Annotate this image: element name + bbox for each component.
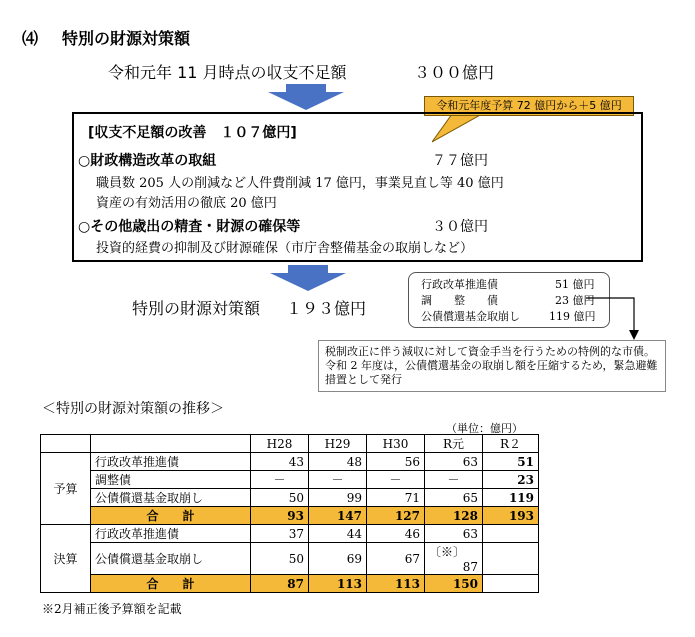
bond-value: 51 億円: [555, 278, 595, 291]
total-label: 合 計: [91, 507, 251, 525]
table-cell: －: [309, 471, 367, 489]
total-label: 合 計: [91, 575, 251, 593]
table-cell: 113: [309, 575, 367, 593]
table-cell: 193: [483, 507, 539, 525]
table-cell: 127: [367, 507, 425, 525]
table-cell: 63: [425, 453, 483, 471]
row-label: 公債償還基金取崩し: [91, 543, 251, 575]
section-number: ⑷: [22, 29, 39, 48]
improve-header: [収支不足額の改善 １０７億円]: [88, 125, 297, 141]
table-cell: 99: [309, 489, 367, 507]
table-cell: 50: [251, 489, 309, 507]
bond-breakdown-box: [408, 272, 610, 328]
shortfall-label: 令和元年 11 月時点の収支不足額: [108, 63, 347, 82]
improvement-box: [72, 112, 643, 262]
table-cell: 71: [367, 489, 425, 507]
table-row: [41, 525, 539, 543]
table-cell: 37: [251, 525, 309, 543]
table-cell: 63: [425, 525, 483, 543]
improve-item2-title: ○その他歳出の精査・財源の確保等: [78, 219, 301, 235]
special-value: １９３億円: [286, 299, 367, 318]
improve-item1-detail2: 資産の有効活用の徹底 20 億円: [96, 196, 277, 211]
callout-label: 令和元年度予算 72 億円から＋5 億円: [424, 96, 634, 116]
cell-value: 87: [462, 560, 478, 574]
bond-name: 行政改革推進債: [421, 278, 498, 291]
table-cell: [483, 575, 539, 593]
table-cell: －: [251, 471, 309, 489]
column-header: R元: [425, 435, 483, 453]
improve-item2-value: ３０億円: [432, 219, 488, 235]
table-cell: [425, 543, 483, 575]
column-header: H30: [367, 435, 425, 453]
table-cell: 46: [367, 525, 425, 543]
table-cell: 48: [309, 453, 367, 471]
table-cell: 65: [425, 489, 483, 507]
table-row: [41, 471, 539, 489]
bond-value: 23 億円: [555, 294, 595, 307]
column-header: H28: [251, 435, 309, 453]
table-cell: 56: [367, 453, 425, 471]
table-cell: 128: [425, 507, 483, 525]
footnote-mark: 〔※〕: [429, 545, 466, 559]
table-footnote: ※2月補正後予算額を記載: [42, 602, 182, 616]
table-cell: 50: [251, 543, 309, 575]
table-row: [41, 543, 539, 575]
improve-item1-detail1: 職員数 205 人の削減など人件費削減 17 億円，事業見直し等 40 億円: [96, 176, 504, 191]
table-cell: 147: [309, 507, 367, 525]
down-arrow-icon: [268, 84, 344, 110]
table-cell: 113: [367, 575, 425, 593]
connector-arrow-icon: [586, 290, 646, 342]
table-cell: －: [367, 471, 425, 489]
column-header: R２: [483, 435, 539, 453]
table-cell: 67: [367, 543, 425, 575]
row-label: 行政改革推進債: [91, 525, 251, 543]
table-header-row: [41, 435, 539, 453]
bond-name: 公債償還基金取崩し: [421, 310, 520, 323]
note-box: 税制改正に伴う減収に対して資金手当を行うための特例的な市債。令和 2 年度は，公債償還基金の取崩し額を圧縮するため，緊急避難措置として発行: [318, 340, 666, 392]
table-row: [41, 453, 539, 471]
row-label: 公債償還基金取崩し: [91, 489, 251, 507]
table-cell: 87: [251, 575, 309, 593]
table-cell: [483, 525, 539, 543]
budget-group-label: 予算: [41, 453, 91, 525]
table-cell: 51: [483, 453, 539, 471]
table-cell: 23: [483, 471, 539, 489]
improve-item1-value: ７７億円: [432, 153, 488, 169]
improve-item2-detail: 投資的経費の抑制及び財源確保（市庁舎整備基金の取崩しなど）: [96, 241, 474, 256]
column-header: H29: [309, 435, 367, 453]
unit-label: （単位：億円）: [446, 422, 523, 435]
settlement-group-label: 決算: [41, 525, 91, 593]
table-cell: [483, 543, 539, 575]
trend-table: [40, 434, 539, 593]
table-total-row: [41, 507, 539, 525]
row-label: 調整債: [91, 471, 251, 489]
down-arrow-icon: [270, 265, 346, 291]
table-cell: 150: [425, 575, 483, 593]
improve-item1-title: ○財政構造改革の取組: [78, 153, 217, 169]
bond-name: 調 整 債: [421, 294, 498, 307]
table-row: [41, 489, 539, 507]
table-cell: －: [425, 471, 483, 489]
table-cell: 69: [309, 543, 367, 575]
bond-value: 119 億円: [549, 310, 596, 323]
table-total-row: [41, 575, 539, 593]
special-label: 特別の財源対策額: [132, 299, 261, 318]
row-label: 行政改革推進債: [91, 453, 251, 471]
shortfall-value: ３００億円: [414, 63, 495, 82]
table-cell: 93: [251, 507, 309, 525]
section-title: 特別の財源対策額: [62, 29, 191, 48]
table-cell: 43: [251, 453, 309, 471]
table-cell: 44: [309, 525, 367, 543]
table-cell: 119: [483, 489, 539, 507]
trend-title: ＜特別の財源対策額の推移＞: [42, 401, 224, 417]
